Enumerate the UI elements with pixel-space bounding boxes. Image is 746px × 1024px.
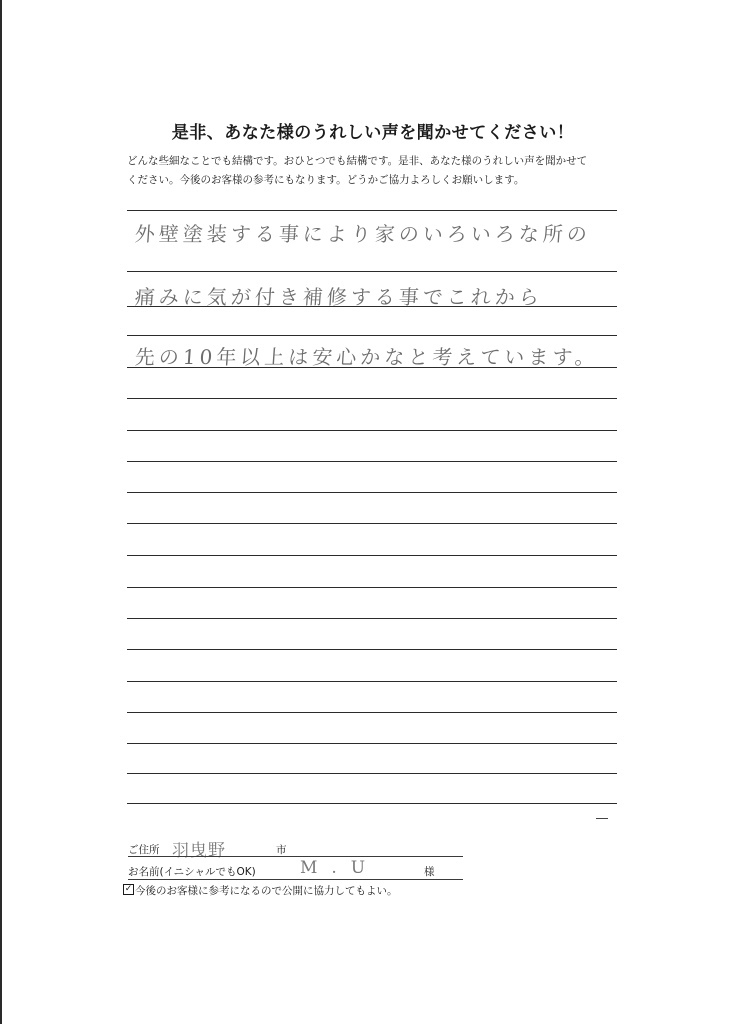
writing-line [127, 210, 617, 211]
writing-line [127, 271, 617, 272]
writing-line [127, 587, 617, 588]
writing-line [127, 743, 617, 744]
name-label: お名前(イニシャルでもOK) [128, 866, 256, 878]
writing-line [127, 430, 617, 431]
form-title: 是非、あなた様のうれしい声を聞かせてください！ [171, 123, 575, 143]
stray-mark [596, 818, 608, 819]
consent-checkbox[interactable]: ✓ [124, 884, 133, 894]
writing-line [127, 712, 617, 713]
writing-line [127, 649, 617, 650]
writing-line [127, 398, 617, 399]
writing-line [127, 618, 617, 619]
writing-line [127, 492, 617, 493]
intro-line: ください。今後のお客様の参考にもなります。どうかご協力よろしくお願いします。 [127, 174, 525, 186]
writing-line [127, 523, 617, 524]
handwritten-response-line: 外壁塗装する事により家のいろいろな所の [134, 222, 592, 246]
writing-line [127, 461, 617, 462]
address-underline [128, 856, 463, 857]
name-suffix: 様 [424, 866, 435, 878]
city-suffix: 市 [276, 844, 287, 856]
intro-line: どんな些細なことでも結構です。おひとつでも結構です。是非、あなた様のうれしい声を聞かせて [127, 155, 588, 167]
writing-line [127, 773, 617, 774]
handwritten-response-line: 先の10年以上は安心かなと考えています。 [134, 345, 600, 369]
writing-line [127, 555, 617, 556]
writing-line [127, 681, 617, 682]
handwritten-response-line: 痛みに気が付き補修する事でこれから [134, 285, 544, 309]
address-value: 羽曳野 [172, 841, 226, 861]
scan-edge [0, 0, 2, 1024]
writing-line [127, 335, 617, 336]
address-label: ご住所 [128, 844, 160, 856]
consent-text: 今後のお客様に参考になるので公開に協力してもよい。 [135, 885, 398, 897]
form-intro [127, 152, 627, 190]
writing-line [127, 803, 617, 804]
name-underline [128, 879, 463, 880]
name-value: M.U [300, 858, 380, 878]
